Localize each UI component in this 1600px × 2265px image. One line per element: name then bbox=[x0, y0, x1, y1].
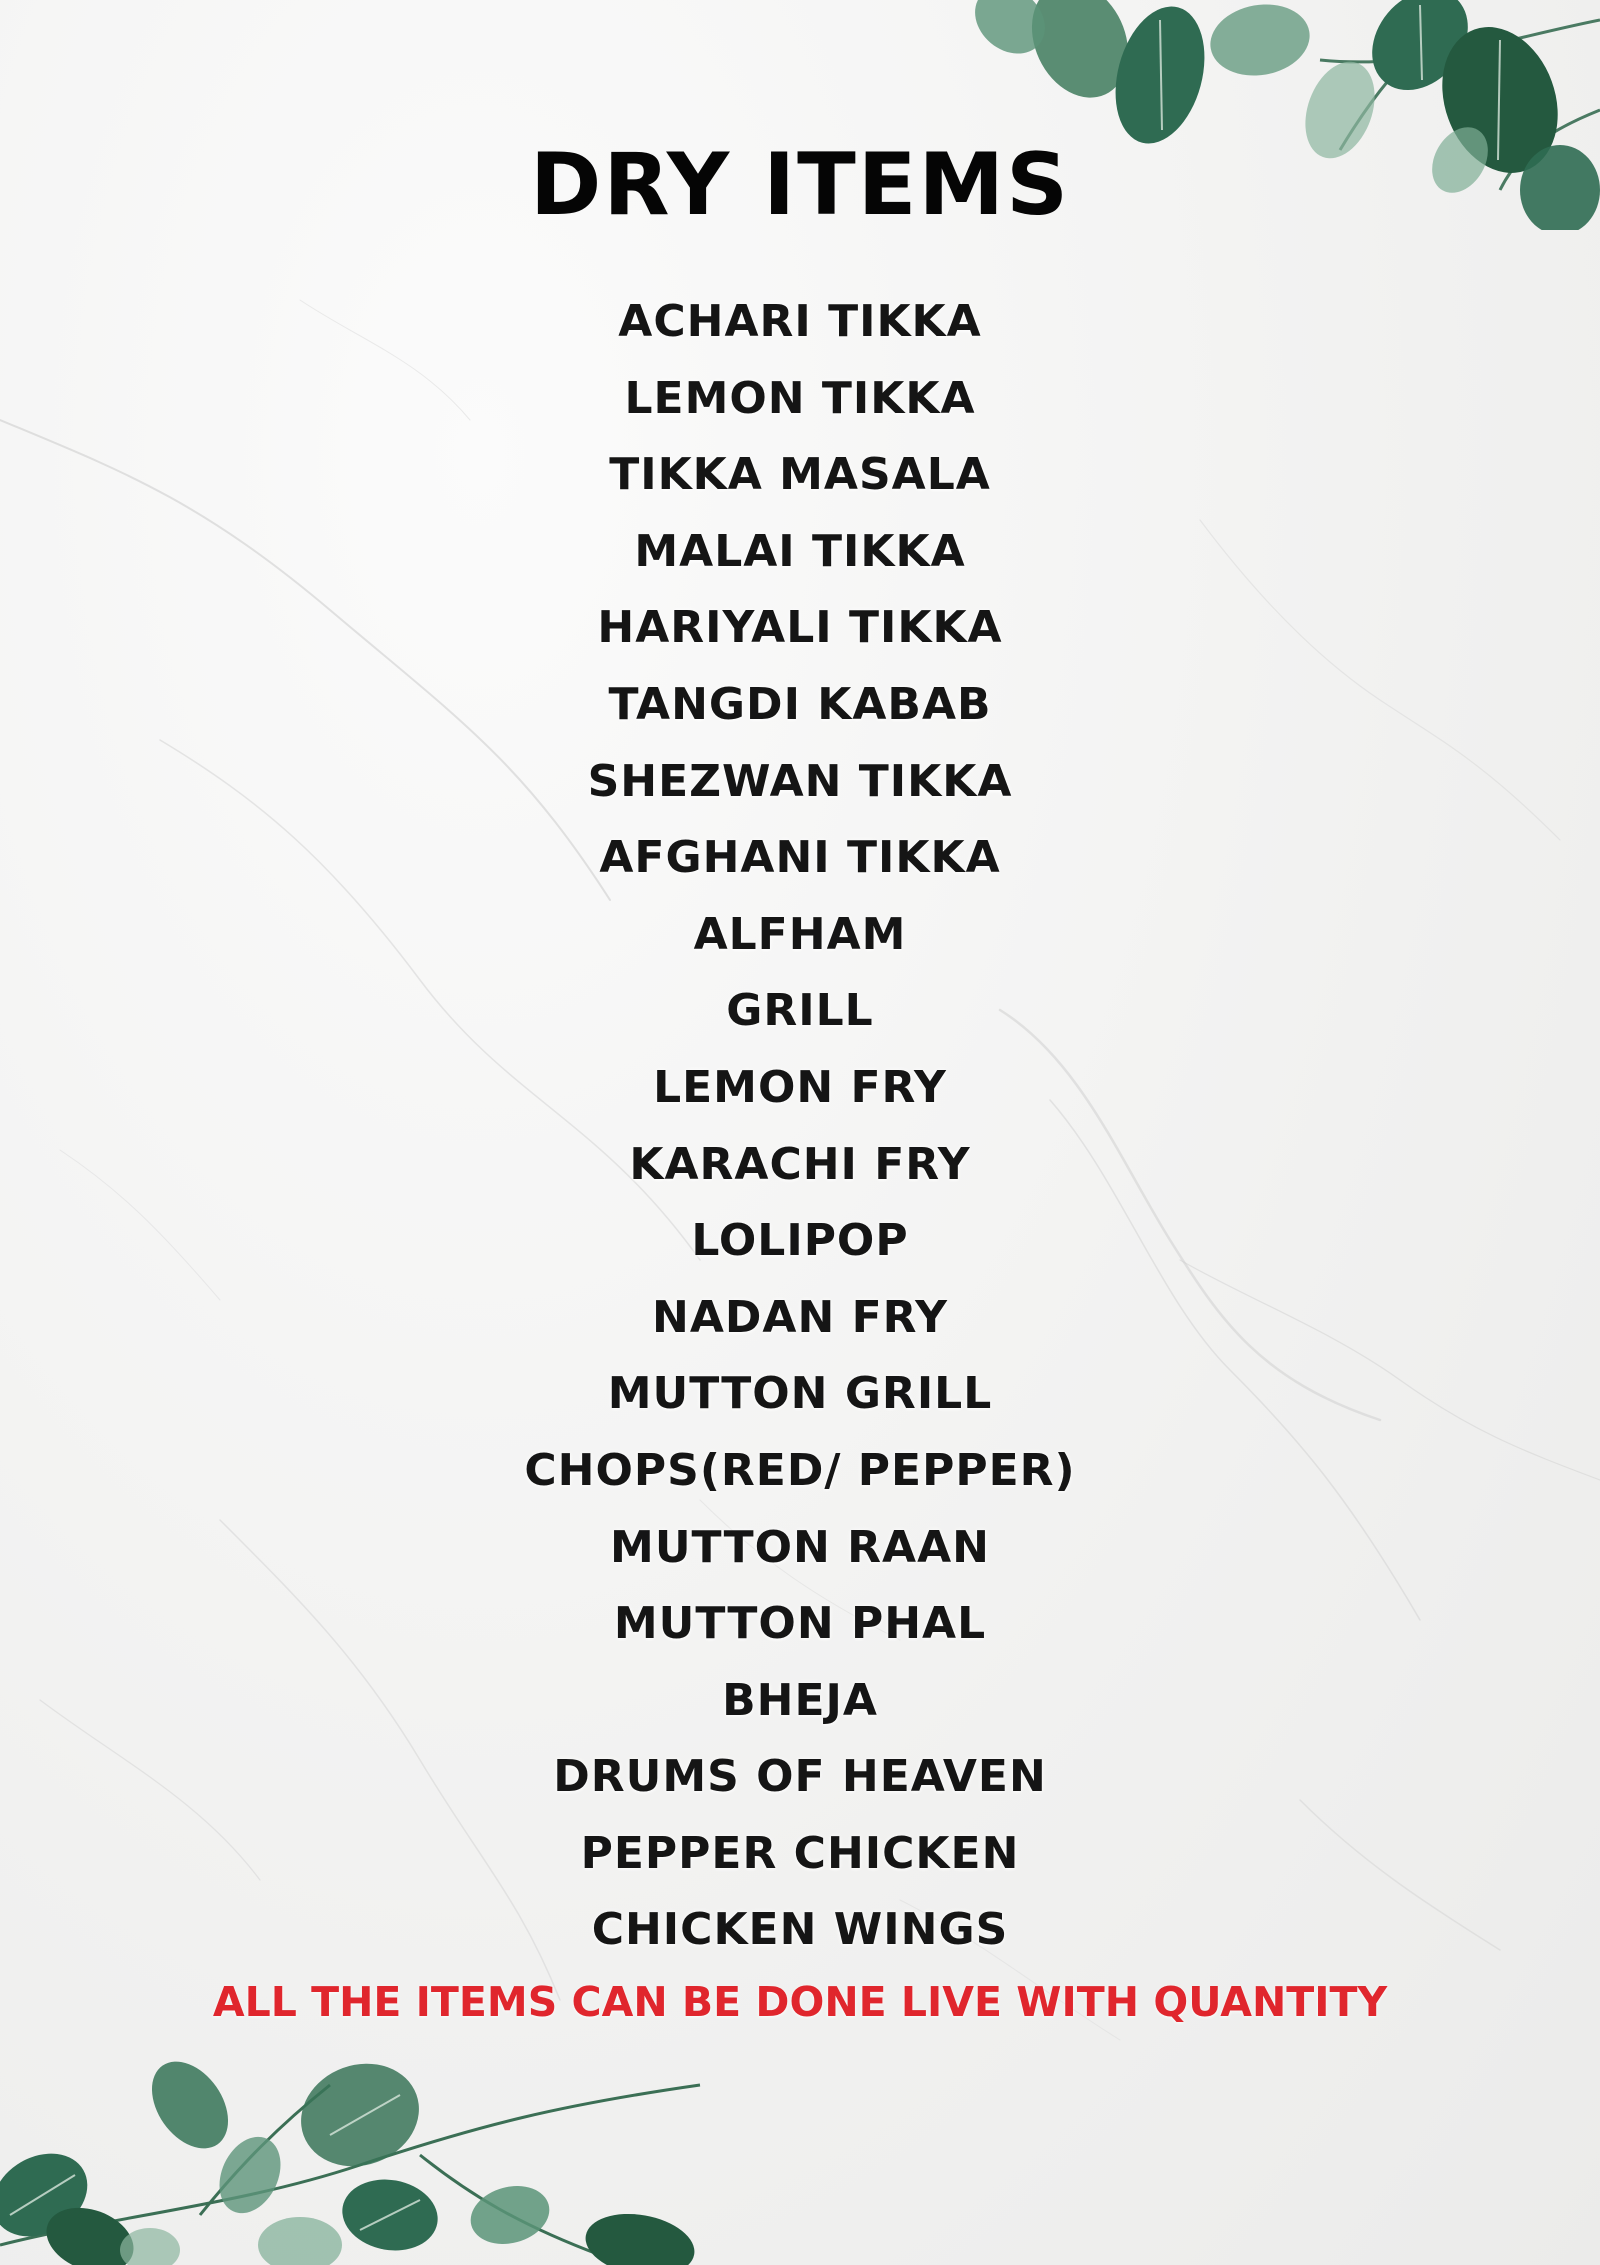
menu-item: PEPPER CHICKEN bbox=[580, 1827, 1020, 1879]
menu-item: KARACHI FRY bbox=[629, 1138, 971, 1190]
menu-item: TANGDI KABAB bbox=[608, 678, 992, 730]
live-quantity-note: ALL THE ITEMS CAN BE DONE LIVE WITH QUANTITY bbox=[212, 1978, 1388, 2026]
menu-item: LEMON FRY bbox=[653, 1061, 947, 1113]
menu-item: CHOPS(RED/ PEPPER) bbox=[524, 1444, 1076, 1496]
menu-item: NADAN FRY bbox=[652, 1291, 948, 1343]
menu-item: MUTTON GRILL bbox=[607, 1368, 993, 1420]
menu-item: LOLIPOP bbox=[691, 1215, 909, 1267]
menu-item: ALFHAM bbox=[693, 908, 907, 960]
menu-item: BHEJA bbox=[722, 1674, 878, 1726]
menu-item: HARIYALI TIKKA bbox=[597, 602, 1003, 654]
menu-item: DRUMS OF HEAVEN bbox=[553, 1751, 1047, 1803]
menu-item: TIKKA MASALA bbox=[609, 449, 991, 501]
menu-item: GRILL bbox=[726, 985, 874, 1037]
menu-item: MALAI TIKKA bbox=[634, 525, 966, 577]
menu-list bbox=[0, 292, 1600, 1977]
menu-item: MUTTON PHAL bbox=[613, 1598, 987, 1650]
menu-item: AFGHANI TIKKA bbox=[599, 832, 1001, 884]
menu-item: MUTTON RAAN bbox=[610, 1521, 990, 1573]
menu-item: CHICKEN WINGS bbox=[591, 1904, 1009, 1956]
page-title: DRY ITEMS bbox=[529, 135, 1071, 235]
menu-item: LEMON TIKKA bbox=[624, 372, 976, 424]
eucalyptus-leaves-icon bbox=[0, 2045, 740, 2265]
menu-item: SHEZWAN TIKKA bbox=[587, 755, 1013, 807]
menu-item: ACHARI TIKKA bbox=[618, 296, 982, 347]
